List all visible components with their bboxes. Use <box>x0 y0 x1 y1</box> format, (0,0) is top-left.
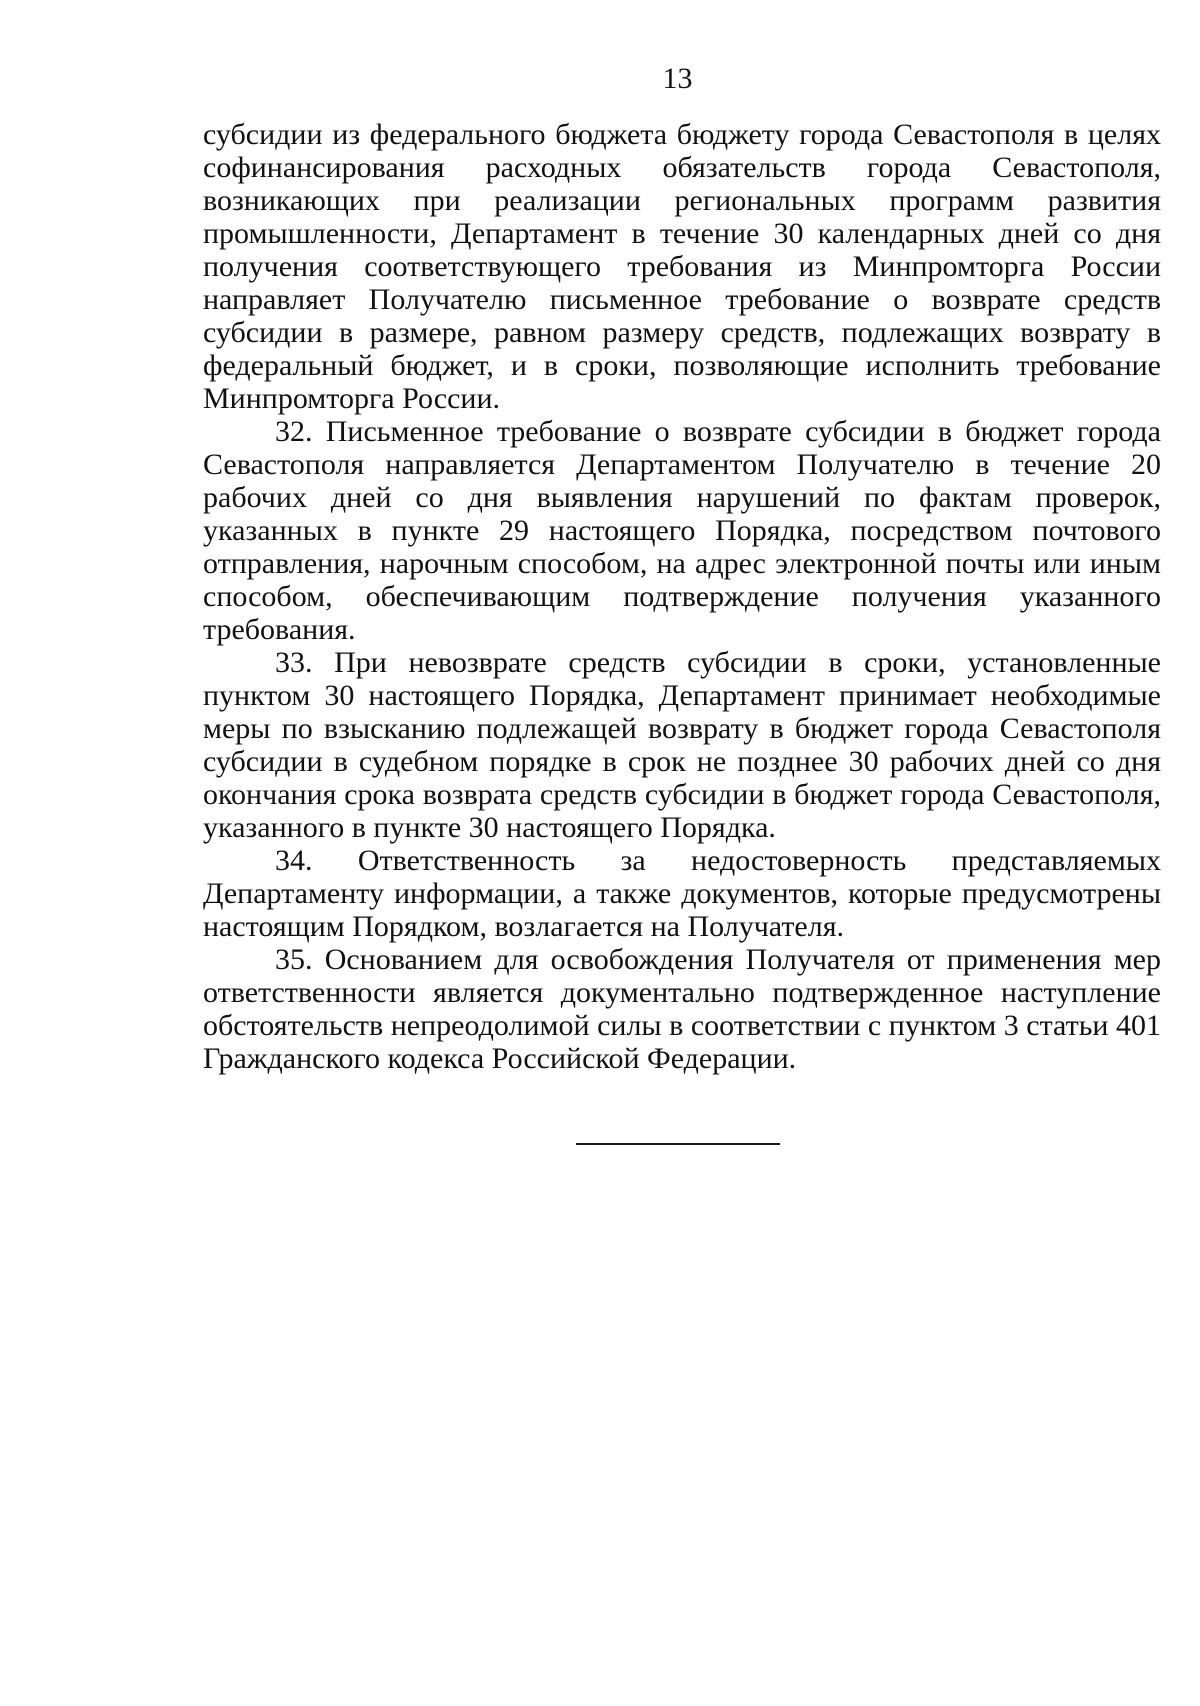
document-body <box>203 118 1161 1075</box>
paragraph-32: 32. Письменное требование о возврате субсидии в бюджет города Севастополя направляется Департаментом Получателю в течение 20 рабочих дней со дня выявления нарушений по фактам проверок, указанных в пункте 29 настоящего Порядка, посредством почтового отправления, нарочным способом, на адрес электронной почты или иным способом, обеспечивающим подтверждение получения указанного требования. <box>203 415 1161 646</box>
paragraph-34: 34. Ответственность за недостоверность представляемых Департаменту информации, а также документов, которые предусмотрены настоящим Порядком, возлагается на Получателя. <box>203 844 1161 943</box>
paragraph-33: 33. При невозврате средств субсидии в сроки, установленные пунктом 30 настоящего Порядка, Департамент принимает необходимые меры по взысканию подлежащей возврату в бюджет города Севастополя субсидии в судебном порядке в срок не позднее 30 рабочих дней со дня окончания срока возврата средств субсидии в бюджет города Севастополя, указанного в пункте 30 настоящего Порядка. <box>203 646 1161 844</box>
paragraph-continuation: субсидии из федерального бюджета бюджету города Севастополя в целях софинансирования расходных обязательств города Севастополя, возникающих при реализации региональных программ развития промышленности, Департамент в течение 30 календарных дней со дня получения соответствующего требования из Минпромторга России направляет Получателю письменное требование о возврате средств субсидии в размере, равном размеру средств, подлежащих возврату в федеральный бюджет, и в сроки, позволяющие исполнить требование Минпромторга России. <box>203 118 1161 415</box>
end-of-document-rule <box>576 1143 780 1145</box>
page-number: 13 <box>662 62 693 95</box>
paragraph-35: 35. Основанием для освобождения Получателя от применения мер ответственности является документально подтвержденное наступление обстоятельств непреодолимой силы в соответствии с пунктом 3 статьи 401 Гражданского кодекса Российской Федерации. <box>203 943 1161 1075</box>
